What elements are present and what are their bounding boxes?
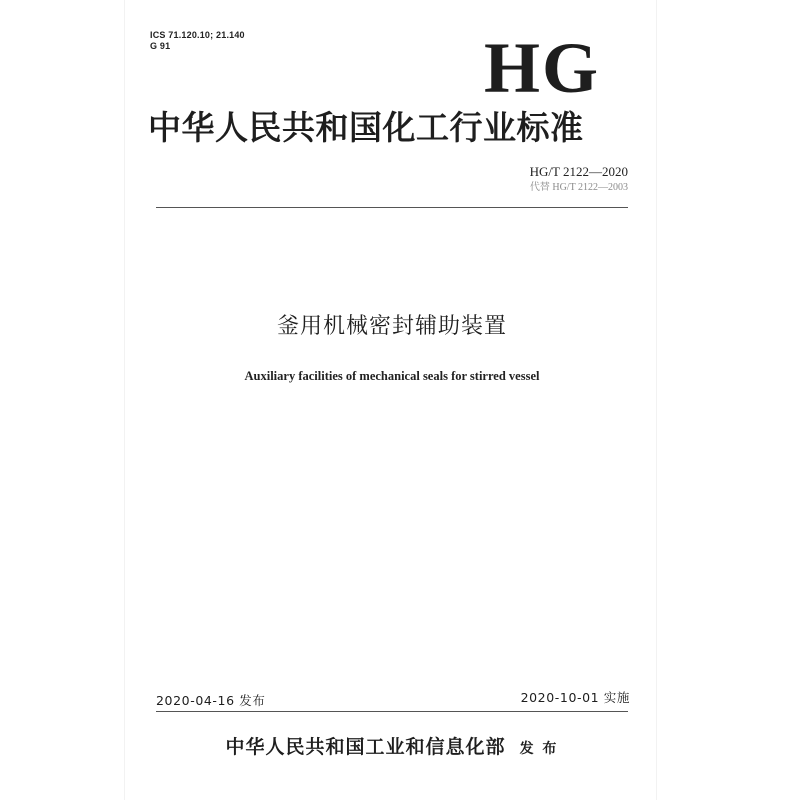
replaces-standard: 代替 HG/T 2122—2003 bbox=[529, 182, 628, 193]
ics-code: ICS 71.120.10; 21.140 bbox=[150, 30, 245, 40]
publisher-line bbox=[150, 735, 634, 761]
issue-date: 2020-04-16 发布 bbox=[156, 693, 266, 708]
footer-divider bbox=[156, 711, 628, 712]
hg-logo: HG bbox=[484, 28, 601, 108]
publisher-suffix: 发 布 bbox=[519, 741, 559, 757]
document-title-english: Auxiliary facilities of mechanical seals for stirred vessel bbox=[244, 369, 540, 383]
standard-category-title: 中华人民共和国化工行业标准 bbox=[148, 108, 584, 147]
publisher-name: 中华人民共和国工业和信息化部 bbox=[225, 736, 506, 758]
document-title-chinese: 釜用机械密封辅助装置 bbox=[276, 314, 507, 339]
implementation-date: 2020-10-01 实施 bbox=[520, 690, 630, 705]
header-divider bbox=[156, 207, 628, 208]
classification-codes bbox=[150, 30, 245, 52]
standard-number: HG/T 2122—2020 bbox=[529, 164, 628, 179]
ccs-code: G 91 bbox=[150, 41, 171, 51]
